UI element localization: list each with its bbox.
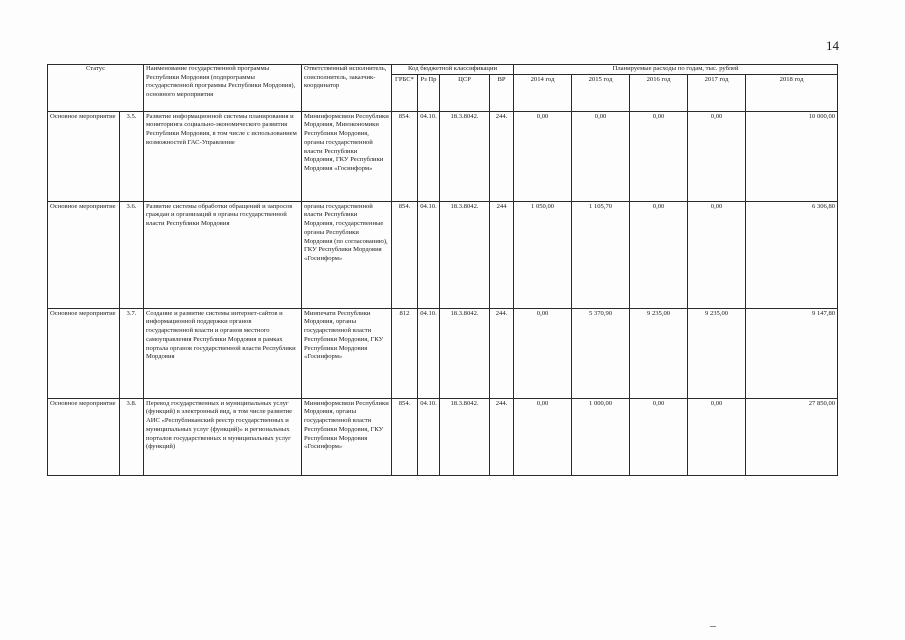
table-row <box>48 308 838 398</box>
row-status: Основное мероприятие <box>48 111 120 201</box>
row-vr: 244. <box>490 111 514 201</box>
row-value-2017: 9 235,00 <box>688 308 746 398</box>
row-rz: 04.10. <box>418 201 440 308</box>
header-year: 2014 год <box>514 74 572 111</box>
row-rz: 04.10. <box>418 308 440 398</box>
table-row <box>48 398 838 475</box>
row-rz: 04.10. <box>418 398 440 475</box>
row-value-2014: 0,00 <box>514 398 572 475</box>
row-number: 3.5. <box>120 111 144 201</box>
row-status: Основное мероприятие <box>48 308 120 398</box>
budget-table <box>47 64 838 476</box>
row-grbs: 812 <box>392 308 418 398</box>
row-responsible: Мининформсвязи Республики Мордовия, органы государственной власти Республики Мордовия, ГКУ Республики Мордовия «Госинформ» <box>302 398 392 475</box>
header-year: 2017 год <box>688 74 746 111</box>
header-vr: ВР <box>490 74 514 111</box>
row-value-2018: 10 000,00 <box>746 111 838 201</box>
row-csr: 18.3.8042. <box>440 308 490 398</box>
header-rz: Рз Пр <box>418 74 440 111</box>
row-value-2016: 0,00 <box>630 398 688 475</box>
row-status: Основное мероприятие <box>48 201 120 308</box>
header-grbs: ГРБС* <box>392 74 418 111</box>
row-value-2016: 0,00 <box>630 111 688 201</box>
page-number: 14 <box>826 38 839 53</box>
row-name: Перевод государственных и муниципальных услуг (функций) в электронный вид, в том числе развитие АИС «Республиканский реестр государственных и муниципальных услуг (функций)» и региональных порталов государственных и муниципальных услуг (функций) <box>144 398 302 475</box>
row-status: Основное мероприятие <box>48 398 120 475</box>
row-value-2014: 1 050,00 <box>514 201 572 308</box>
row-value-2017: 0,00 <box>688 201 746 308</box>
header-csr: ЦСР <box>440 74 490 111</box>
row-value-2018: 6 306,80 <box>746 201 838 308</box>
header-responsible: Ответственный исполнитель, соисполнитель, заказчик-координатор <box>302 65 392 112</box>
row-value-2015: 1 105,70 <box>572 201 630 308</box>
row-value-2017: 0,00 <box>688 111 746 201</box>
row-grbs: 854. <box>392 111 418 201</box>
header-year: 2016 год <box>630 74 688 111</box>
row-name: Развитие информационной системы планирования и мониторинга социально-экономического развития Республики Мордовия, в том числе с использованием возможностей ГАС-Управление <box>144 111 302 201</box>
header-expenses-group: Планируемые расходы по годам, тыс. рублей <box>514 65 838 75</box>
row-value-2016: 0,00 <box>630 201 688 308</box>
row-name: Создание и развитие системы интернет-сайтов и информационной поддержки органов государственной власти и органов местного самоуправления Республики Мордовия в рамках портала органов государственной власти Республики Мордовия <box>144 308 302 398</box>
row-value-2018: 27 850,00 <box>746 398 838 475</box>
row-vr: 244. <box>490 398 514 475</box>
row-vr: 244 <box>490 201 514 308</box>
row-csr: 18.3.8042. <box>440 111 490 201</box>
row-responsible: органы государственной власти Республики Мордовия, государственные органы Республики Мордовия (по согласованию), ГКУ Республики Мордовия «Госинформ» <box>302 201 392 308</box>
row-value-2016: 9 235,00 <box>630 308 688 398</box>
row-value-2015: 1 000,00 <box>572 398 630 475</box>
row-number: 3.6. <box>120 201 144 308</box>
row-value-2015: 5 370,90 <box>572 308 630 398</box>
row-responsible: Минпечати Республики Мордовия, органы государственной власти Республики Мордовия, ГКУ Республики Мордовия «Госинформ» <box>302 308 392 398</box>
header-year: 2015 год <box>572 74 630 111</box>
row-value-2018: 9 147,80 <box>746 308 838 398</box>
row-value-2017: 0,00 <box>688 398 746 475</box>
table-row <box>48 201 838 308</box>
row-csr: 18.3.8042. <box>440 398 490 475</box>
row-csr: 18.3.8042. <box>440 201 490 308</box>
row-value-2014: 0,00 <box>514 308 572 398</box>
row-name: Развитие системы обработки обращений и запросов граждан и организаций в органы государственной власти Республики Мордовия <box>144 201 302 308</box>
row-number: 3.8. <box>120 398 144 475</box>
scan-mark <box>710 626 716 627</box>
header-year: 2018 год <box>746 74 838 111</box>
row-rz: 04.10. <box>418 111 440 201</box>
header-row-1 <box>48 65 838 75</box>
row-grbs: 854. <box>392 201 418 308</box>
table-row <box>48 111 838 201</box>
row-vr: 244. <box>490 308 514 398</box>
header-status: Статус <box>48 65 144 112</box>
row-grbs: 854. <box>392 398 418 475</box>
row-value-2015: 0,00 <box>572 111 630 201</box>
header-code-group: Код бюджетной классификации <box>392 65 514 75</box>
row-value-2014: 0,00 <box>514 111 572 201</box>
header-name: Наименование государственной программы Республики Мордовия (подпрограммы государственной программы Республики Мордовия), основного мероприятия <box>144 65 302 112</box>
row-responsible: Мининформсвязи Республики Мордовия, Минэкономики Республики Мордовия, органы государственной власти Республики Мордовия, ГКУ Республики Мордовия «Госинформ» <box>302 111 392 201</box>
row-number: 3.7. <box>120 308 144 398</box>
